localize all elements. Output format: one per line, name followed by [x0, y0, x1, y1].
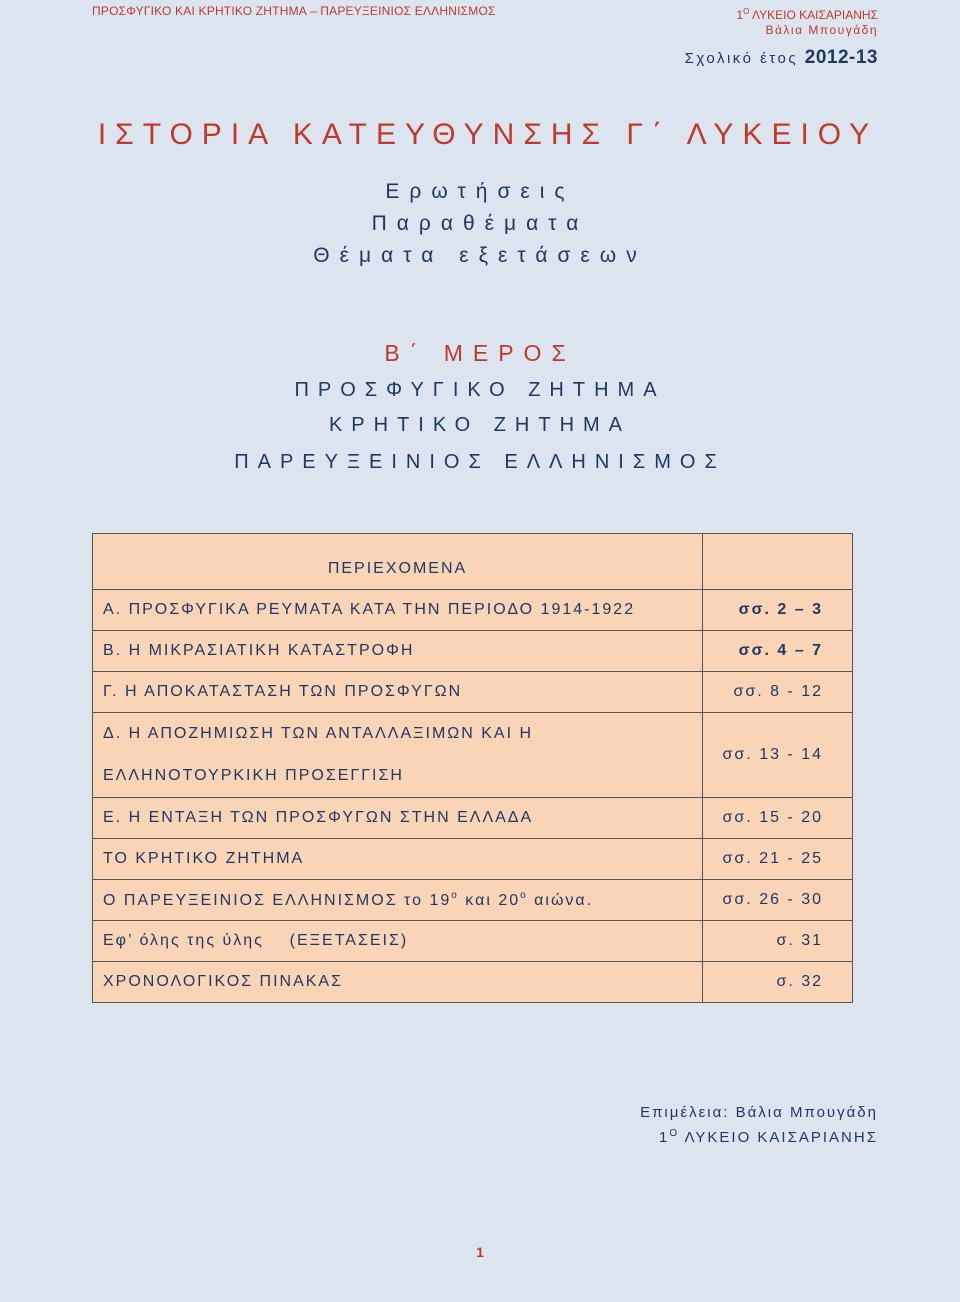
table-row [93, 534, 853, 590]
toc-entry-title: ΤΟ ΚΡΗΤΙΚΟ ΖΗΤΗΜΑ [93, 839, 703, 880]
table-row [93, 921, 853, 962]
toc-entry-title: ΧΡΟΝΟΛΟΓΙΚΟΣ ΠΙΝΑΚΑΣ [93, 962, 703, 1003]
credit-school: $1^O$ ΛΥΚΕΙΟ ΚΑΙΣΑΡΙΑΝΗΣ [659, 1128, 878, 1146]
part-heading: Β΄ ΜΕΡΟΣ [384, 340, 576, 366]
credit-editor: Επιμέλεια: Βάλια Μπουγάδη [640, 1104, 878, 1121]
toc-entry-pages: σσ. 15 - 20 [703, 798, 853, 839]
table-row [93, 590, 853, 631]
toc-entry-pages: σ. 31 [703, 921, 853, 962]
page-number: 1 [476, 1244, 484, 1260]
page-title: ΙΣΤΟΡΙΑ ΚΑΤΕΥΘΥΝΣΗΣ Γ΄ ΛΥΚΕΙΟΥ [97, 118, 879, 151]
header-school: $1^O$ ΛΥΚΕΙΟ ΚΑΙΣΑΡΙΑΝΗΣ [736, 7, 878, 22]
toc-entry-title: Β. Η ΜΙΚΡΑΣΙΑΤΙΚΗ ΚΑΤΑΣΤΡΟΦΗ [93, 631, 703, 672]
toc-entry-title: Α. ΠΡΟΣΦΥΓΙΚΑ ΡΕΥΜΑΤΑ ΚΑΤΑ ΤΗΝ ΠΕΡΙΟΔΟ 1914-1922 [93, 590, 703, 631]
subtitle-questions: Ερωτήσεις [385, 180, 575, 203]
table-row [93, 713, 853, 798]
table-row [93, 631, 853, 672]
contents-heading: ΠΕΡΙΕΧΟΜΕΝΑ [93, 534, 703, 590]
toc-entry-pages: σσ. 13 - 14 [703, 713, 853, 798]
credit-block [640, 1102, 878, 1148]
toc-entry-title: Ε. Η ΕΝΤΑΞΗ ΤΩΝ ΠΡΟΣΦΥΓΩΝ ΣΤΗΝ ΕΛΛΑΔΑ [93, 798, 703, 839]
table-row [93, 880, 853, 921]
topic-refugee: ΠΡΟΣΦΥΓΙΚΟ ΖΗΤΗΜΑ [294, 379, 666, 401]
toc-entry-pages: σ. 32 [703, 962, 853, 1003]
subtitle-excerpts: Παραθέματα [371, 212, 589, 235]
toc-entry-pages: σσ. 21 - 25 [703, 839, 853, 880]
toc-entry-pages: σσ. 2 – 3 [703, 590, 853, 631]
header-right [736, 4, 878, 38]
toc-entry-title: Εφ’ όλης της ύλης (ΕΞΕΤΑΣΕΙΣ) [93, 921, 703, 962]
table-row [93, 839, 853, 880]
school-year: Σχολικό έτος 2012-13 [684, 47, 878, 68]
contents-table [92, 533, 853, 1003]
topic-cretan: ΚΡΗΤΙΚΟ ΖΗΤΗΜΑ [328, 414, 632, 436]
toc-entry-pages: σσ. 4 – 7 [703, 631, 853, 672]
toc-entry-title: Γ. Η ΑΠΟΚΑΤΑΣΤΑΣΗ ΤΩΝ ΠΡΟΣΦΥΓΩΝ [93, 672, 703, 713]
header-left-title: ΠΡΟΣΦΥΓΙΚΟ ΚΑΙ ΚΡΗΤΙΚΟ ΖΗΤΗΜΑ – ΠΑΡΕΥΞΕΙΝΙΟΣ ΕΛΛΗΝΙΣΜΟΣ [92, 4, 496, 18]
header-author: Βάλια Μπουγάδη [765, 23, 878, 37]
toc-entry-pages: σσ. 8 - 12 [703, 672, 853, 713]
toc-entry-title: Ο ΠΑΡΕΥΞΕΙΝΙΟΣ ΕΛΛΗΝΙΣΜΟΣ το $19^o$ και $20^o$ αιώνα. [93, 880, 703, 921]
subtitle-exam-topics: Θέματα εξετάσεων [313, 244, 647, 267]
topic-pontic: ΠΑΡΕΥΞΕΙΝΙΟΣ ΕΛΛΗΝΙΣΜΟΣ [234, 451, 726, 473]
toc-entry-pages: σσ. 26 - 30 [703, 880, 853, 921]
table-row [93, 798, 853, 839]
table-row [93, 672, 853, 713]
table-row [93, 962, 853, 1003]
contents-heading-blank [703, 534, 853, 590]
toc-entry-title: Δ. Η ΑΠΟΖΗΜΙΩΣΗ ΤΩΝ ΑΝΤΑΛΛΑΞΙΜΩΝ ΚΑΙ Η ΕΛΛΗΝΟΤΟΥΡΚΙΚΗ ΠΡΟΣΕΓΓΙΣΗ [93, 713, 703, 798]
